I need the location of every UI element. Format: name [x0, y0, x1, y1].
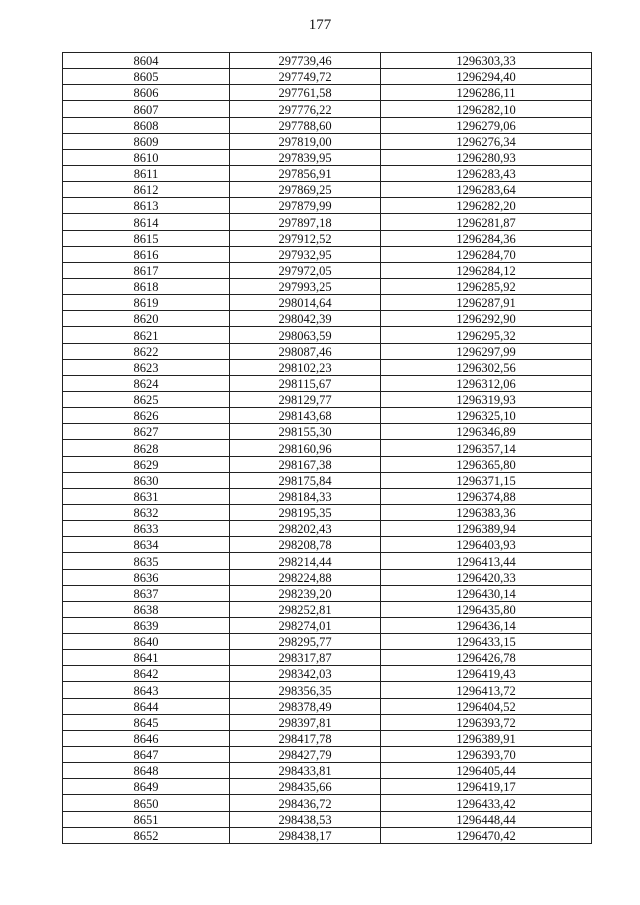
x-coordinate-cell: 298342,03 [230, 666, 381, 682]
table-row [63, 456, 592, 472]
point-number-cell: 8622 [63, 343, 230, 359]
point-number-cell: 8644 [63, 698, 230, 714]
y-coordinate-cell: 1296374,88 [381, 488, 592, 504]
y-coordinate-cell: 1296287,91 [381, 295, 592, 311]
x-coordinate-cell: 298436,72 [230, 795, 381, 811]
table-row [63, 408, 592, 424]
table-row [63, 262, 592, 278]
y-coordinate-cell: 1296365,80 [381, 456, 592, 472]
x-coordinate-cell: 298427,79 [230, 747, 381, 763]
y-coordinate-cell: 1296430,14 [381, 585, 592, 601]
x-coordinate-cell: 298438,17 [230, 827, 381, 843]
y-coordinate-cell: 1296433,15 [381, 634, 592, 650]
y-coordinate-cell: 1296286,11 [381, 85, 592, 101]
x-coordinate-cell: 298397,81 [230, 714, 381, 730]
x-coordinate-cell: 297879,99 [230, 198, 381, 214]
x-coordinate-cell: 298356,35 [230, 682, 381, 698]
x-coordinate-cell: 297749,72 [230, 69, 381, 85]
x-coordinate-cell: 297839,95 [230, 149, 381, 165]
point-number-cell: 8645 [63, 714, 230, 730]
table-row [63, 553, 592, 569]
y-coordinate-cell: 1296404,52 [381, 698, 592, 714]
point-number-cell: 8606 [63, 85, 230, 101]
x-coordinate-cell: 298224,88 [230, 569, 381, 585]
table-row [63, 230, 592, 246]
table-row [63, 359, 592, 375]
point-number-cell: 8649 [63, 779, 230, 795]
table-row [63, 601, 592, 617]
point-number-cell: 8635 [63, 553, 230, 569]
table-row [63, 537, 592, 553]
x-coordinate-cell: 298214,44 [230, 553, 381, 569]
point-number-cell: 8615 [63, 230, 230, 246]
point-number-cell: 8651 [63, 811, 230, 827]
table-row [63, 165, 592, 181]
table-row [63, 101, 592, 117]
point-number-cell: 8632 [63, 504, 230, 520]
point-number-cell: 8621 [63, 327, 230, 343]
table-row [63, 617, 592, 633]
x-coordinate-cell: 298433,81 [230, 763, 381, 779]
table-row [63, 85, 592, 101]
x-coordinate-cell: 298063,59 [230, 327, 381, 343]
point-number-cell: 8604 [63, 53, 230, 69]
point-number-cell: 8610 [63, 149, 230, 165]
table-row [63, 747, 592, 763]
y-coordinate-cell: 1296383,36 [381, 504, 592, 520]
y-coordinate-cell: 1296297,99 [381, 343, 592, 359]
table-row [63, 730, 592, 746]
x-coordinate-cell: 298195,35 [230, 504, 381, 520]
point-number-cell: 8628 [63, 440, 230, 456]
y-coordinate-cell: 1296393,70 [381, 747, 592, 763]
table-row [63, 149, 592, 165]
table-row [63, 472, 592, 488]
table-row [63, 246, 592, 262]
table-row [63, 827, 592, 843]
point-number-cell: 8633 [63, 521, 230, 537]
table-row [63, 811, 592, 827]
x-coordinate-cell: 298208,78 [230, 537, 381, 553]
x-coordinate-cell: 298087,46 [230, 343, 381, 359]
page-number: 177 [308, 17, 332, 33]
table-row [63, 375, 592, 391]
point-number-cell: 8623 [63, 359, 230, 375]
point-number-cell: 8652 [63, 827, 230, 843]
table-row [63, 295, 592, 311]
x-coordinate-cell: 297761,58 [230, 85, 381, 101]
point-number-cell: 8619 [63, 295, 230, 311]
table-row [63, 763, 592, 779]
x-coordinate-cell: 298143,68 [230, 408, 381, 424]
y-coordinate-cell: 1296346,89 [381, 424, 592, 440]
x-coordinate-cell: 298014,64 [230, 295, 381, 311]
y-coordinate-cell: 1296389,94 [381, 521, 592, 537]
y-coordinate-cell: 1296325,10 [381, 408, 592, 424]
y-coordinate-cell: 1296448,44 [381, 811, 592, 827]
y-coordinate-cell: 1296319,93 [381, 391, 592, 407]
y-coordinate-cell: 1296420,33 [381, 569, 592, 585]
point-number-cell: 8630 [63, 472, 230, 488]
x-coordinate-cell: 298042,39 [230, 311, 381, 327]
x-coordinate-cell: 298317,87 [230, 650, 381, 666]
point-number-cell: 8641 [63, 650, 230, 666]
table-row [63, 117, 592, 133]
point-number-cell: 8638 [63, 601, 230, 617]
point-number-cell: 8620 [63, 311, 230, 327]
y-coordinate-cell: 1296295,32 [381, 327, 592, 343]
coordinates-table-body [63, 53, 592, 844]
point-number-cell: 8609 [63, 133, 230, 149]
y-coordinate-cell: 1296433,42 [381, 795, 592, 811]
point-number-cell: 8626 [63, 408, 230, 424]
y-coordinate-cell: 1296280,93 [381, 149, 592, 165]
y-coordinate-cell: 1296283,64 [381, 182, 592, 198]
table-row [63, 634, 592, 650]
point-number-cell: 8627 [63, 424, 230, 440]
y-coordinate-cell: 1296302,56 [381, 359, 592, 375]
x-coordinate-cell: 298160,96 [230, 440, 381, 456]
table-row [63, 698, 592, 714]
x-coordinate-cell: 298438,53 [230, 811, 381, 827]
point-number-cell: 8640 [63, 634, 230, 650]
x-coordinate-cell: 298155,30 [230, 424, 381, 440]
table-row [63, 424, 592, 440]
y-coordinate-cell: 1296405,44 [381, 763, 592, 779]
table-row [63, 585, 592, 601]
y-coordinate-cell: 1296403,93 [381, 537, 592, 553]
x-coordinate-cell: 298239,20 [230, 585, 381, 601]
table-row [63, 488, 592, 504]
point-number-cell: 8637 [63, 585, 230, 601]
table-row [63, 327, 592, 343]
x-coordinate-cell: 298295,77 [230, 634, 381, 650]
x-coordinate-cell: 297972,05 [230, 262, 381, 278]
point-number-cell: 8614 [63, 214, 230, 230]
x-coordinate-cell: 298129,77 [230, 391, 381, 407]
y-coordinate-cell: 1296389,91 [381, 730, 592, 746]
point-number-cell: 8647 [63, 747, 230, 763]
y-coordinate-cell: 1296435,80 [381, 601, 592, 617]
x-coordinate-cell: 297788,60 [230, 117, 381, 133]
table-row [63, 714, 592, 730]
point-number-cell: 8631 [63, 488, 230, 504]
point-number-cell: 8607 [63, 101, 230, 117]
y-coordinate-cell: 1296393,72 [381, 714, 592, 730]
table-row [63, 440, 592, 456]
table-row [63, 53, 592, 69]
point-number-cell: 8648 [63, 763, 230, 779]
x-coordinate-cell: 297869,25 [230, 182, 381, 198]
x-coordinate-cell: 297912,52 [230, 230, 381, 246]
table-row [63, 391, 592, 407]
table-row [63, 666, 592, 682]
table-row [63, 795, 592, 811]
x-coordinate-cell: 297739,46 [230, 53, 381, 69]
point-number-cell: 8608 [63, 117, 230, 133]
y-coordinate-cell: 1296294,40 [381, 69, 592, 85]
x-coordinate-cell: 298435,66 [230, 779, 381, 795]
y-coordinate-cell: 1296284,12 [381, 262, 592, 278]
x-coordinate-cell: 298417,78 [230, 730, 381, 746]
y-coordinate-cell: 1296426,78 [381, 650, 592, 666]
x-coordinate-cell: 297993,25 [230, 278, 381, 294]
table-row [63, 521, 592, 537]
table-row [63, 311, 592, 327]
table-row [63, 343, 592, 359]
x-coordinate-cell: 298378,49 [230, 698, 381, 714]
point-number-cell: 8643 [63, 682, 230, 698]
point-number-cell: 8618 [63, 278, 230, 294]
x-coordinate-cell: 297856,91 [230, 165, 381, 181]
point-number-cell: 8642 [63, 666, 230, 682]
x-coordinate-cell: 298202,43 [230, 521, 381, 537]
x-coordinate-cell: 298274,01 [230, 617, 381, 633]
x-coordinate-cell: 298167,38 [230, 456, 381, 472]
table-row [63, 278, 592, 294]
x-coordinate-cell: 298184,33 [230, 488, 381, 504]
x-coordinate-cell: 297776,22 [230, 101, 381, 117]
y-coordinate-cell: 1296413,44 [381, 553, 592, 569]
x-coordinate-cell: 298252,81 [230, 601, 381, 617]
table-row [63, 779, 592, 795]
y-coordinate-cell: 1296283,43 [381, 165, 592, 181]
y-coordinate-cell: 1296282,10 [381, 101, 592, 117]
point-number-cell: 8629 [63, 456, 230, 472]
point-number-cell: 8611 [63, 165, 230, 181]
y-coordinate-cell: 1296419,17 [381, 779, 592, 795]
y-coordinate-cell: 1296284,36 [381, 230, 592, 246]
point-number-cell: 8650 [63, 795, 230, 811]
point-number-cell: 8613 [63, 198, 230, 214]
y-coordinate-cell: 1296470,42 [381, 827, 592, 843]
point-number-cell: 8639 [63, 617, 230, 633]
x-coordinate-cell: 297932,95 [230, 246, 381, 262]
point-number-cell: 8646 [63, 730, 230, 746]
point-number-cell: 8612 [63, 182, 230, 198]
table-row [63, 198, 592, 214]
point-number-cell: 8624 [63, 375, 230, 391]
table-row [63, 569, 592, 585]
x-coordinate-cell: 298175,84 [230, 472, 381, 488]
y-coordinate-cell: 1296279,06 [381, 117, 592, 133]
table-row [63, 69, 592, 85]
y-coordinate-cell: 1296285,92 [381, 278, 592, 294]
table-row [63, 214, 592, 230]
y-coordinate-cell: 1296312,06 [381, 375, 592, 391]
point-number-cell: 8634 [63, 537, 230, 553]
coordinates-table [62, 52, 592, 844]
point-number-cell: 8616 [63, 246, 230, 262]
y-coordinate-cell: 1296413,72 [381, 682, 592, 698]
y-coordinate-cell: 1296292,90 [381, 311, 592, 327]
table-row [63, 133, 592, 149]
table-row [63, 650, 592, 666]
x-coordinate-cell: 298115,67 [230, 375, 381, 391]
y-coordinate-cell: 1296281,87 [381, 214, 592, 230]
point-number-cell: 8617 [63, 262, 230, 278]
y-coordinate-cell: 1296371,15 [381, 472, 592, 488]
x-coordinate-cell: 297897,18 [230, 214, 381, 230]
y-coordinate-cell: 1296303,33 [381, 53, 592, 69]
x-coordinate-cell: 297819,00 [230, 133, 381, 149]
point-number-cell: 8625 [63, 391, 230, 407]
y-coordinate-cell: 1296276,34 [381, 133, 592, 149]
table-row [63, 182, 592, 198]
table-row [63, 682, 592, 698]
y-coordinate-cell: 1296357,14 [381, 440, 592, 456]
point-number-cell: 8636 [63, 569, 230, 585]
table-row [63, 504, 592, 520]
point-number-cell: 8605 [63, 69, 230, 85]
y-coordinate-cell: 1296282,20 [381, 198, 592, 214]
y-coordinate-cell: 1296284,70 [381, 246, 592, 262]
y-coordinate-cell: 1296419,43 [381, 666, 592, 682]
x-coordinate-cell: 298102,23 [230, 359, 381, 375]
y-coordinate-cell: 1296436,14 [381, 617, 592, 633]
